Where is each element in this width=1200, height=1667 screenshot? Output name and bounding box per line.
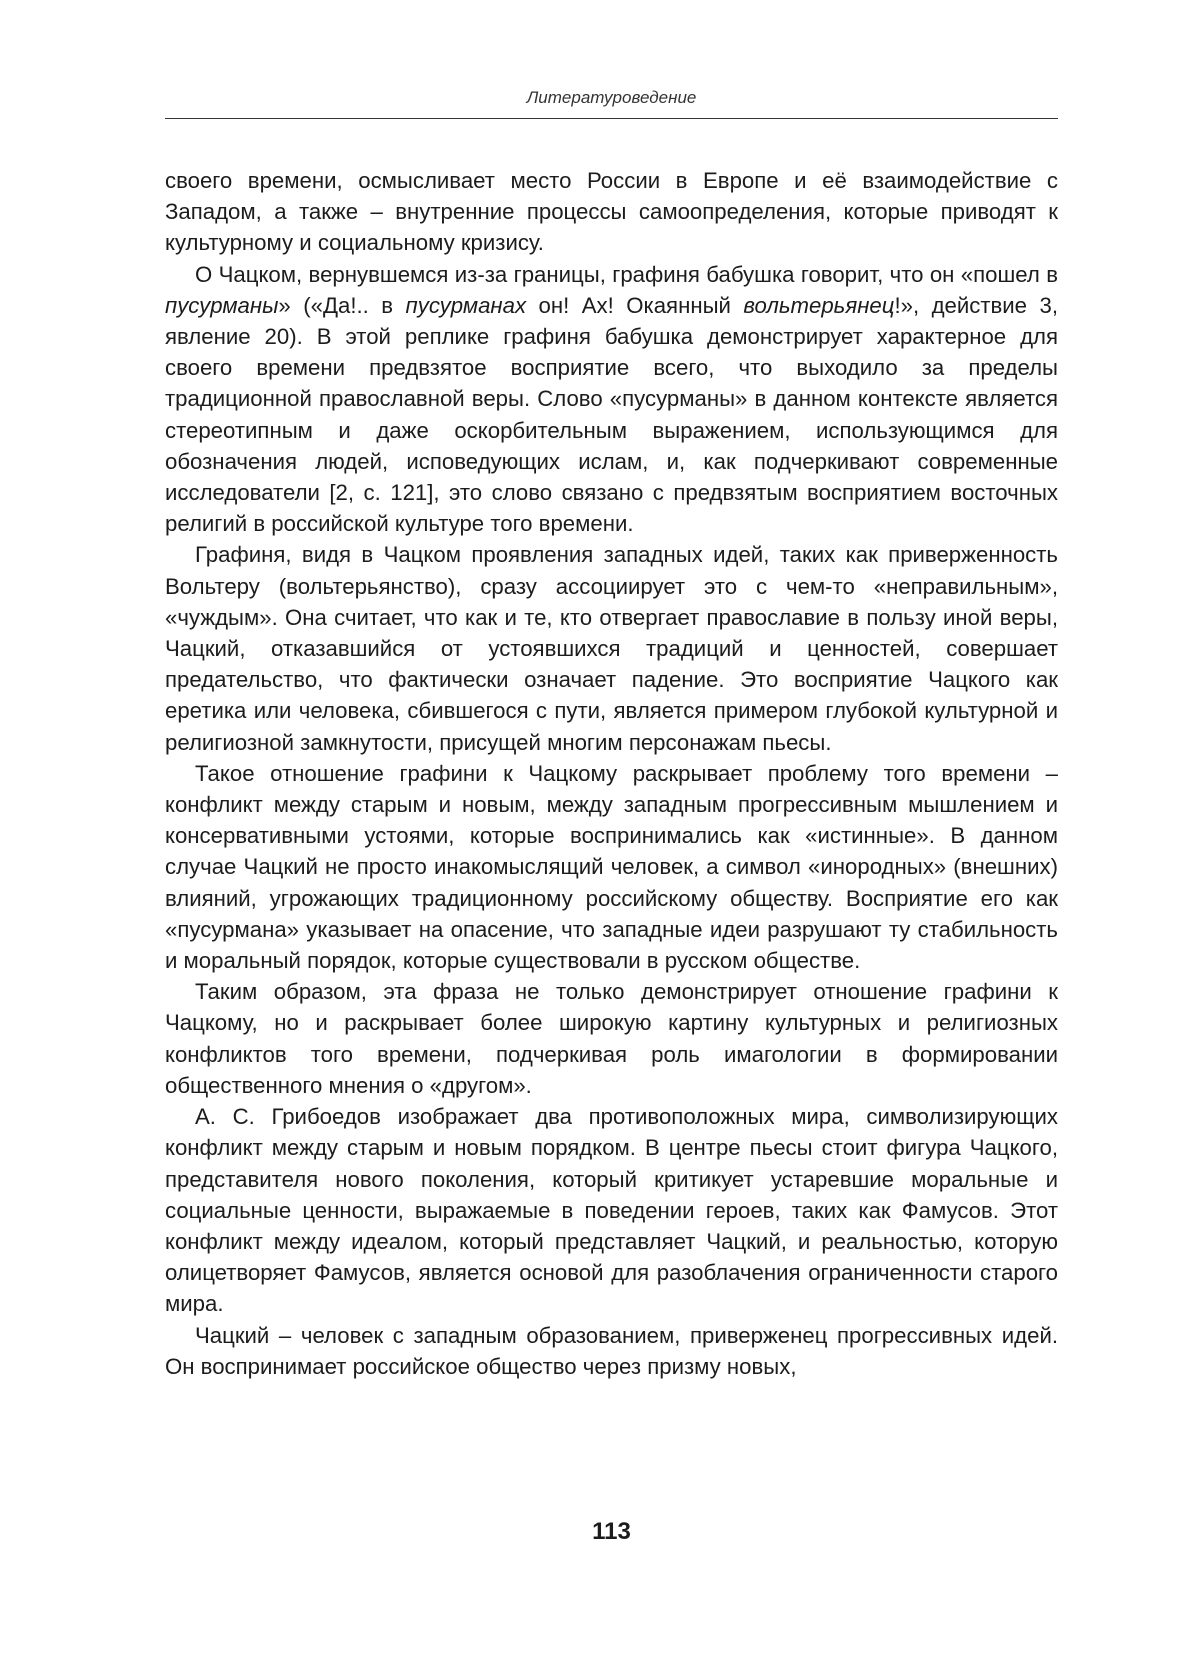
text-run: О Чацком, вернувшемся из-за границы, графиня бабушка говорит, что он «пошел в bbox=[195, 261, 1058, 287]
italic-term: пусурманы bbox=[165, 292, 279, 318]
italic-term: вольтерьянец bbox=[743, 292, 895, 318]
italic-term: пусурманах bbox=[405, 292, 527, 318]
text-run: » («Да!.. в bbox=[278, 292, 406, 318]
paragraph-6 bbox=[165, 1101, 1058, 1319]
paragraph-7 bbox=[165, 1320, 1058, 1382]
text-run: !», действие 3, явление 20). В этой реплике графиня бабушка демонстрирует характерное для своего времени предвзятое восприятие всего, что выходило за пределы традиционной православной веры. Слово «пусурманы» в данном контексте является стереотипным и даже оскорбительным выражением, использующимся для обозначения людей, исповедующих ислам, и, как подчеркивают современные исследователи [2, с. 121], это слово связано с предвзятым восприятием восточных религий в российской культуре того времени. bbox=[165, 292, 1058, 537]
text-run: своего времени, осмысливает место России в Европе и её взаимодействие с Западом, а также – внутренние процессы самоопределения, которые приводят к культурному и социальному кризису. bbox=[165, 168, 1058, 256]
header-rule bbox=[165, 118, 1058, 119]
text-run: Графиня, видя в Чацком проявления западных идей, таких как приверженность Вольтеру (вольтерьянство), сразу ассоциирует это с чем-то «неправильным», «чуждым». Она считает, что как и те, кто отвергает православие в пользу иной веры, Чацкий, отказавшийся от устоявшихся традиций и ценностей, совершает предательство, что фактически означает падение. Это восприятие Чацкого как еретика или человека, сбившегося с пути, является примером глубокой культурной и религиозной замкнутости, присущей многим персонажам пьесы. bbox=[165, 542, 1058, 755]
body-text bbox=[165, 165, 1058, 1382]
paragraph-4 bbox=[165, 758, 1058, 976]
page-number: 113 bbox=[592, 1518, 631, 1545]
text-run: он! Ах! Окаянный bbox=[526, 292, 744, 318]
paragraph-3 bbox=[165, 539, 1058, 757]
text-run: А. С. Грибоедов изображает два противоположных мира, символизирующих конфликт между старым и новым порядком. В центре пьесы стоит фигура Чацкого, представителя нового поколения, который критикует устаревшие моральные и социальные ценности, выражаемые в поведении героев, таких как Фамусов. Этот конфликт между идеалом, который представляет Чацкий, и реальностью, которую олицетворяет Фамусов, является основой для разоблачения ограниченности старого мира. bbox=[165, 1104, 1058, 1317]
paragraph-5 bbox=[165, 976, 1058, 1101]
text-run: Такое отношение графини к Чацкому раскрывает проблему того времени – конфликт между старым и новым, между западным прогрессивным мышлением и консервативными устоями, которые воспринимались как «истинные». В данном случае Чацкий не просто инакомыслящий человек, а символ «инородных» (внешних) влияний, угрожающих традиционному российскому обществу. Восприятие его как «пусурмана» указывает на опасение, что западные идеи разрушают ту стабильность и моральный порядок, которые существовали в русском обществе. bbox=[165, 760, 1058, 974]
running-header: Литературоведение bbox=[526, 88, 697, 107]
text-run: Таким образом, эта фраза не только демонстрирует отношение графини к Чацкому, но и раскрывает более широкую картину культурных и религиозных конфликтов того времени, подчеркивая роль имагологии в формировании общественного мнения о «другом». bbox=[165, 979, 1058, 1098]
text-run: Чацкий – человек с западным образованием, приверженец прогрессивных идей. Он воспринимает российское общество через призму новых, bbox=[165, 1322, 1058, 1379]
paragraph-1 bbox=[165, 165, 1058, 259]
paragraph-2 bbox=[165, 259, 1058, 540]
